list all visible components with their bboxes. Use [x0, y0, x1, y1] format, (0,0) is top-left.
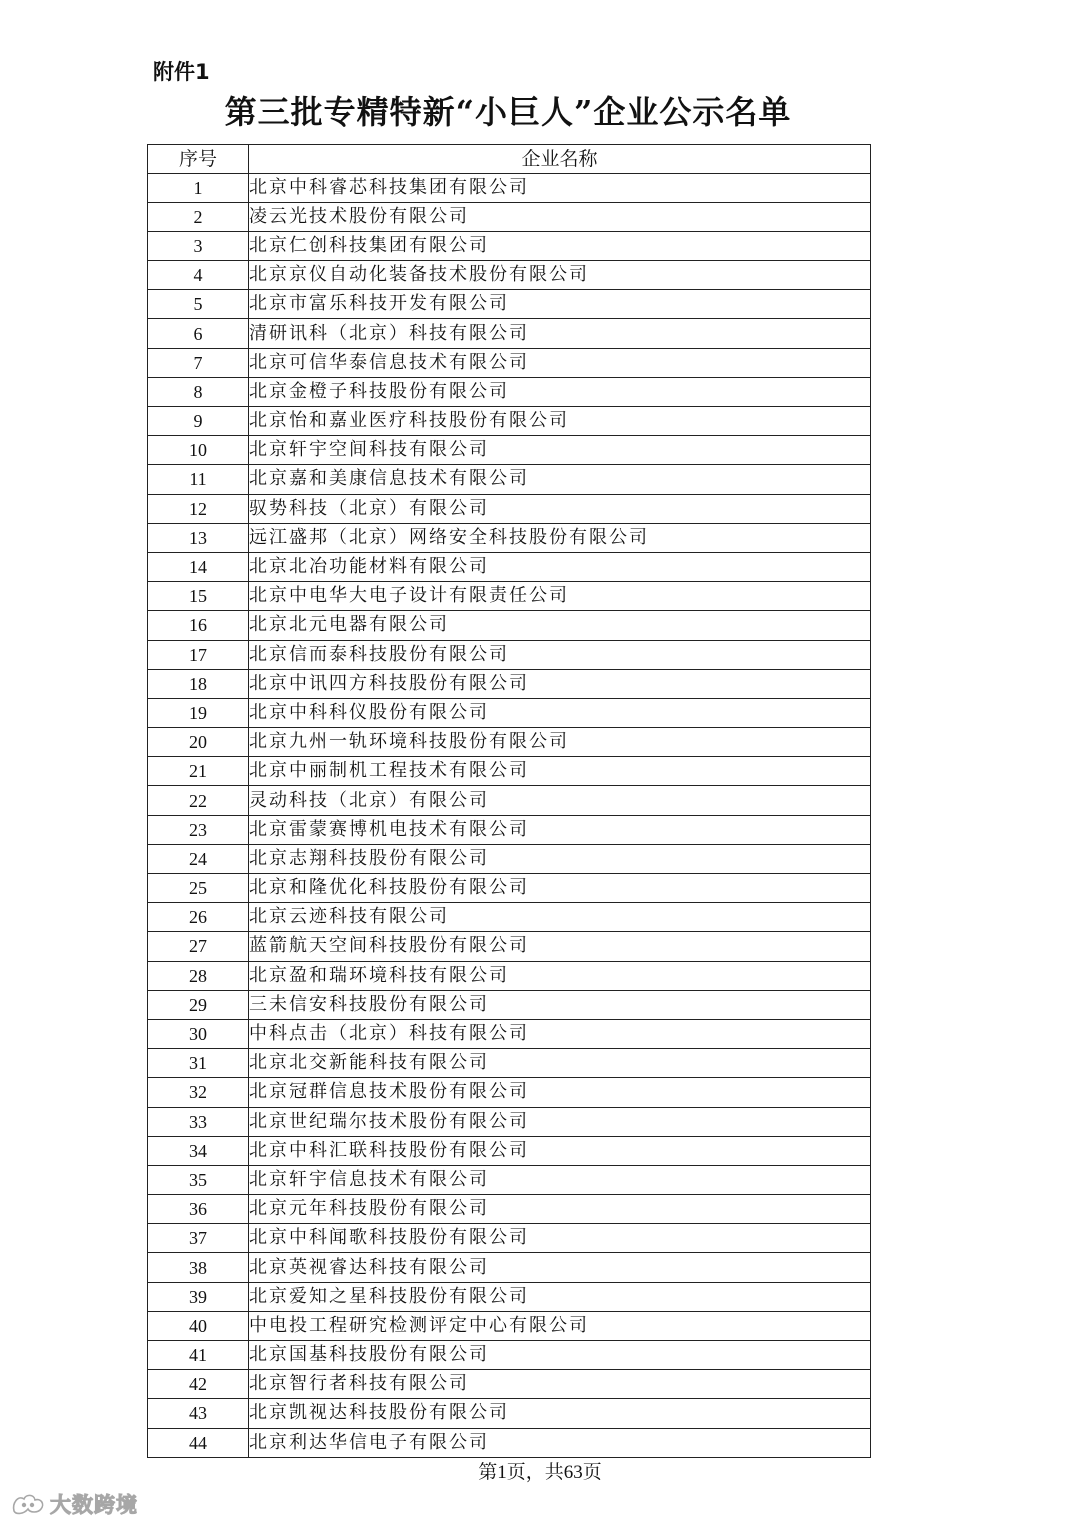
watermark-text: 大数跨境: [50, 1493, 138, 1517]
table-row: [148, 1107, 871, 1136]
company-name: 北京中丽制机工程技术有限公司: [249, 757, 871, 786]
row-index: 41: [148, 1341, 249, 1370]
table-row: [148, 786, 871, 815]
row-index: 18: [148, 669, 249, 698]
row-index: 26: [148, 903, 249, 932]
company-name: 北京云迹科技有限公司: [249, 903, 871, 932]
company-name: 北京轩宇空间科技有限公司: [249, 436, 871, 465]
table-row: [148, 1311, 871, 1340]
row-index: 31: [148, 1049, 249, 1078]
company-name: 北京中讯四方科技股份有限公司: [249, 669, 871, 698]
row-index: 20: [148, 728, 249, 757]
table-row: [148, 874, 871, 903]
company-name: 北京世纪瑞尔技术股份有限公司: [249, 1107, 871, 1136]
row-index: 8: [148, 377, 249, 406]
company-name: 北京轩宇信息技术有限公司: [249, 1165, 871, 1194]
company-name: 北京凯视达科技股份有限公司: [249, 1399, 871, 1428]
company-name: 蓝箭航天空间科技股份有限公司: [249, 932, 871, 961]
table-row: [148, 202, 871, 231]
company-name: 北京信而泰科技股份有限公司: [249, 640, 871, 669]
table-row: [148, 1019, 871, 1048]
row-index: 36: [148, 1195, 249, 1224]
row-index: 5: [148, 290, 249, 319]
document-title: 第三批专精特新“小巨人”企业公示名单: [224, 93, 792, 131]
row-index: 34: [148, 1136, 249, 1165]
company-name: 北京国基科技股份有限公司: [249, 1341, 871, 1370]
table-row: [148, 1136, 871, 1165]
table-row: [148, 494, 871, 523]
company-name: 北京冠群信息技术股份有限公司: [249, 1078, 871, 1107]
row-index: 27: [148, 932, 249, 961]
company-name: 北京京仪自动化装备技术股份有限公司: [249, 261, 871, 290]
row-index: 23: [148, 815, 249, 844]
company-name: 北京可信华泰信息技术有限公司: [249, 348, 871, 377]
table-row: [148, 669, 871, 698]
row-index: 22: [148, 786, 249, 815]
row-index: 32: [148, 1078, 249, 1107]
table-row: [148, 407, 871, 436]
company-name: 北京利达华信电子有限公司: [249, 1428, 871, 1457]
table-row: [148, 1195, 871, 1224]
table-row: [148, 348, 871, 377]
table-row: [148, 698, 871, 727]
company-name: 北京中科汇联科技股份有限公司: [249, 1136, 871, 1165]
row-index: 10: [148, 436, 249, 465]
table-row: [148, 319, 871, 348]
table-row: [148, 523, 871, 552]
table-row: [148, 903, 871, 932]
row-index: 4: [148, 261, 249, 290]
table-row: [148, 261, 871, 290]
row-index: 9: [148, 407, 249, 436]
row-index: 25: [148, 874, 249, 903]
table-row: [148, 1078, 871, 1107]
row-index: 11: [148, 465, 249, 494]
row-index: 16: [148, 611, 249, 640]
table-row: [148, 552, 871, 581]
table-row: [148, 290, 871, 319]
row-index: 7: [148, 348, 249, 377]
company-name: 凌云光技术股份有限公司: [249, 202, 871, 231]
table-row: [148, 465, 871, 494]
table-row: [148, 1341, 871, 1370]
table-row: [148, 1253, 871, 1282]
table-row: [148, 436, 871, 465]
company-name: 北京志翔科技股份有限公司: [249, 844, 871, 873]
table-row: [148, 640, 871, 669]
row-index: 19: [148, 698, 249, 727]
company-name: 北京市富乐科技开发有限公司: [249, 290, 871, 319]
row-index: 12: [148, 494, 249, 523]
column-header-index: 序号: [148, 145, 249, 174]
table-row: [148, 757, 871, 786]
company-name: 清研讯科（北京）科技有限公司: [249, 319, 871, 348]
table-row: [148, 728, 871, 757]
company-name: 远江盛邦（北京）网络安全科技股份有限公司: [249, 523, 871, 552]
row-index: 37: [148, 1224, 249, 1253]
row-index: 24: [148, 844, 249, 873]
row-index: 42: [148, 1370, 249, 1399]
company-name: 北京雷蒙赛博机电技术有限公司: [249, 815, 871, 844]
watermark-logo-icon: [10, 1491, 46, 1517]
company-name: 北京中科闻歌科技股份有限公司: [249, 1224, 871, 1253]
company-name: 灵动科技（北京）有限公司: [249, 786, 871, 815]
row-index: 21: [148, 757, 249, 786]
company-name: 北京北元电器有限公司: [249, 611, 871, 640]
row-index: 44: [148, 1428, 249, 1457]
company-name: 北京怡和嘉业医疗科技股份有限公司: [249, 407, 871, 436]
table-row: [148, 1399, 871, 1428]
row-index: 38: [148, 1253, 249, 1282]
table-row: [148, 582, 871, 611]
column-header-company-name: 企业名称: [249, 145, 871, 174]
table-row: [148, 173, 871, 202]
table-row: [148, 844, 871, 873]
company-name: 北京北冶功能材料有限公司: [249, 552, 871, 581]
row-index: 33: [148, 1107, 249, 1136]
table-row: [148, 1428, 871, 1457]
row-index: 6: [148, 319, 249, 348]
table-row: [148, 1224, 871, 1253]
company-name: 北京嘉和美康信息技术有限公司: [249, 465, 871, 494]
company-name: 中科点击（北京）科技有限公司: [249, 1019, 871, 1048]
page-footer: 第1页，共63页: [478, 1462, 602, 1483]
company-name: 北京盈和瑞环境科技有限公司: [249, 961, 871, 990]
row-index: 13: [148, 523, 249, 552]
row-index: 28: [148, 961, 249, 990]
company-name: 三未信安科技股份有限公司: [249, 990, 871, 1019]
table-row: [148, 815, 871, 844]
table-body: [148, 173, 871, 1457]
row-index: 29: [148, 990, 249, 1019]
table-row: [148, 932, 871, 961]
company-name: 北京智行者科技有限公司: [249, 1370, 871, 1399]
company-name: 北京仁创科技集团有限公司: [249, 231, 871, 260]
company-name: 北京中科科仪股份有限公司: [249, 698, 871, 727]
row-index: 15: [148, 582, 249, 611]
table-row: [148, 961, 871, 990]
watermark: [10, 1489, 138, 1519]
company-name: 北京北交新能科技有限公司: [249, 1049, 871, 1078]
table-row: [148, 611, 871, 640]
table-row: [148, 1370, 871, 1399]
row-index: 40: [148, 1311, 249, 1340]
company-name: 北京爱知之星科技股份有限公司: [249, 1282, 871, 1311]
company-name: 北京元年科技股份有限公司: [249, 1195, 871, 1224]
row-index: 14: [148, 552, 249, 581]
company-name: 驭势科技（北京）有限公司: [249, 494, 871, 523]
table-row: [148, 990, 871, 1019]
company-name: 北京九州一轨环境科技股份有限公司: [249, 728, 871, 757]
row-index: 39: [148, 1282, 249, 1311]
table-row: [148, 1165, 871, 1194]
table-row: [148, 1049, 871, 1078]
company-list-table: [147, 144, 871, 1458]
row-index: 35: [148, 1165, 249, 1194]
row-index: 1: [148, 173, 249, 202]
row-index: 3: [148, 231, 249, 260]
row-index: 2: [148, 202, 249, 231]
row-index: 30: [148, 1019, 249, 1048]
company-name: 北京金橙子科技股份有限公司: [249, 377, 871, 406]
row-index: 17: [148, 640, 249, 669]
row-index: 43: [148, 1399, 249, 1428]
attachment-label: 附件1: [153, 60, 210, 84]
company-name: 中电投工程研究检测评定中心有限公司: [249, 1311, 871, 1340]
table-row: [148, 231, 871, 260]
table-row: [148, 377, 871, 406]
table-header-row: [148, 145, 871, 174]
company-name: 北京和隆优化科技股份有限公司: [249, 874, 871, 903]
table-row: [148, 1282, 871, 1311]
company-name: 北京中科睿芯科技集团有限公司: [249, 173, 871, 202]
company-name: 北京中电华大电子设计有限责任公司: [249, 582, 871, 611]
company-name: 北京英视睿达科技有限公司: [249, 1253, 871, 1282]
